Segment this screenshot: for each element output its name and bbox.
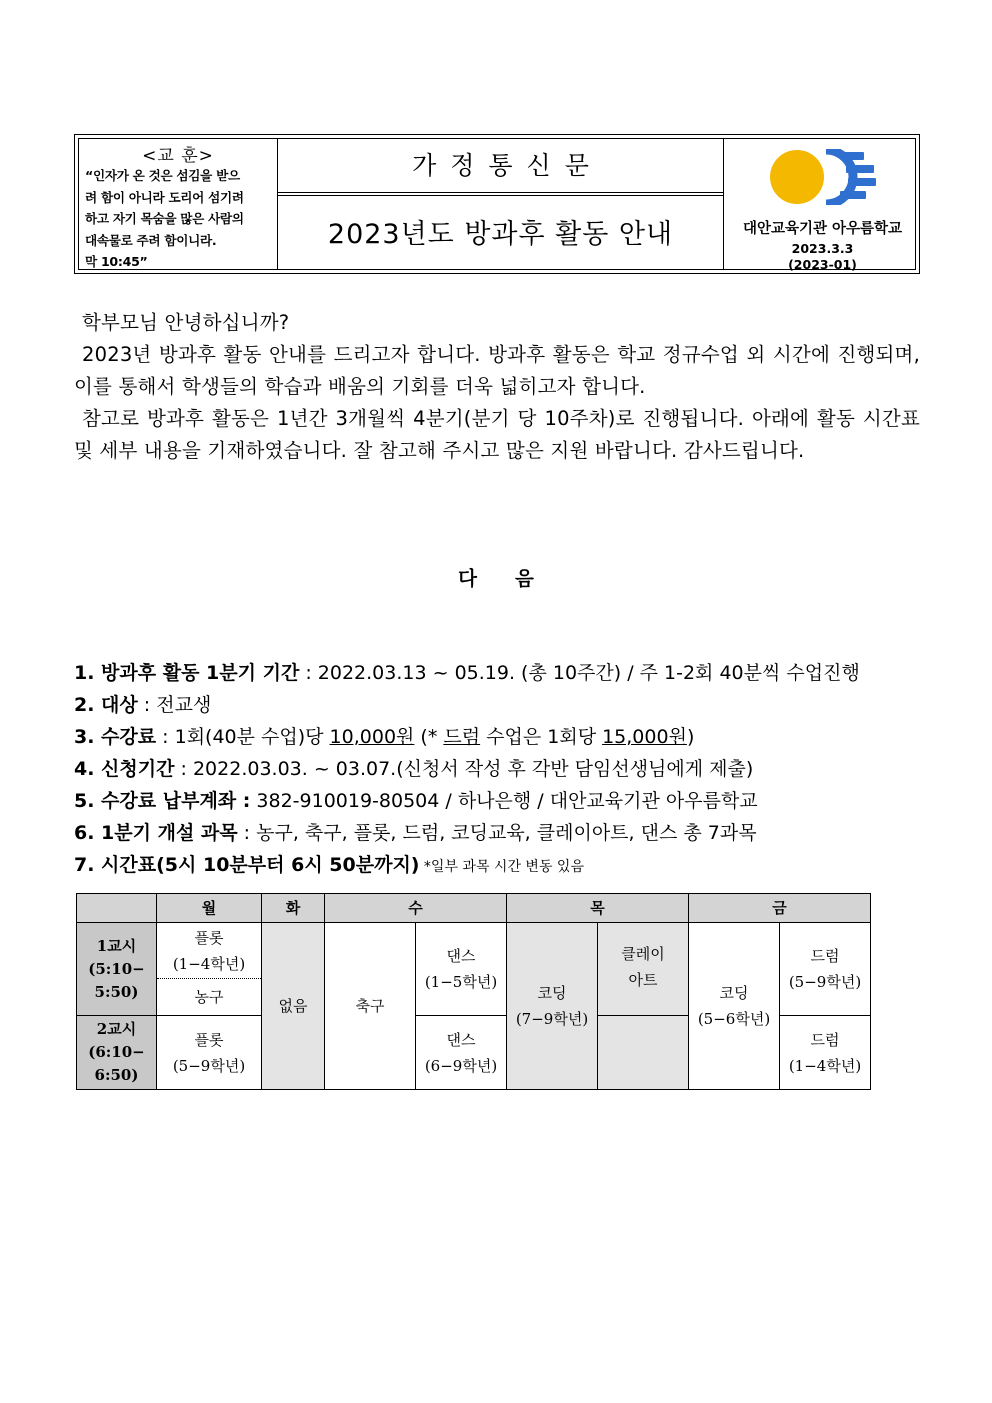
subject-name: 아트 [628, 971, 658, 989]
motto-line: 막 10:45” [85, 254, 148, 269]
list-item [74, 691, 934, 719]
subject-name: 플롯 [194, 1030, 224, 1049]
motto-title: <교 훈> [142, 146, 214, 166]
cell-fri-drum-2 [780, 1016, 871, 1090]
period-time: (6:10− [88, 1043, 145, 1061]
subject-name: 코딩 [537, 984, 567, 1002]
header-corner [77, 894, 157, 923]
cell-thu-coding [507, 923, 598, 1090]
list-item [74, 787, 934, 815]
day-header-thu: 목 [507, 894, 689, 923]
subject-grade: (5−9학년) [172, 1056, 246, 1075]
day-header-tue: 화 [262, 894, 325, 923]
greeting: 학부모님 안녕하십니까? [82, 311, 290, 334]
day-header-mon: 월 [157, 894, 262, 923]
item-label: 6. 1분기 개설 과목 [74, 822, 238, 844]
logo-stripes [826, 150, 876, 204]
subject-name: 클레이 [621, 945, 665, 963]
subject-grade: (1−4학년) [788, 1056, 862, 1075]
issue-date: 2023.3.3 [791, 241, 854, 256]
motto-line: “인자가 온 것은 섬김을 받으 [85, 168, 240, 183]
item-text: 382-910019-80504 / 하나은행 / 대안교육기관 아우름학교 [250, 790, 758, 812]
cell-mon-p2-flute [157, 1016, 262, 1090]
subject-name: 플롯 [194, 928, 224, 947]
day-header-fri: 금 [689, 894, 871, 923]
subject-name: 드럼 [810, 1030, 840, 1049]
fee-amount: 10,000원 [329, 726, 415, 748]
period-name: 2교시 [96, 1020, 137, 1038]
subject-name: 드럼 [810, 947, 840, 965]
item-text: : 전교생 [137, 694, 212, 716]
item-label: 2. 대상 [74, 694, 138, 716]
cell-tue-none: 없음 [262, 923, 325, 1090]
cell-wed-soccer: 축구 [325, 923, 416, 1090]
list-item [74, 755, 934, 783]
school-logo-area [724, 139, 921, 273]
divider [278, 192, 723, 193]
cell-wed-dance-1 [416, 923, 507, 1016]
subject-grade: (1−4학년) [172, 954, 246, 973]
cell-mon-p1-flute [157, 923, 262, 979]
subject-name: 댄스 [446, 947, 476, 965]
day-header-wed: 수 [325, 894, 507, 923]
cell-mon-p1-basketball: 농구 [157, 979, 262, 1016]
subject-grade: (7−9학년) [515, 1010, 589, 1028]
school-logo-icon [768, 149, 880, 205]
period-1-label [77, 923, 157, 1016]
logo-sun [770, 150, 824, 204]
cell-fri-drum-1 [780, 923, 871, 1016]
item-text: ) [686, 726, 695, 748]
motto-text [85, 165, 273, 273]
item-text: : 2022.03.03. ~ 03.07.(신청서 작성 후 각반 담임선생님에게 제출) [174, 758, 754, 780]
cell-thu-p2-empty [598, 1016, 689, 1090]
list-item [74, 851, 934, 881]
period-time: (5:10− [88, 959, 145, 978]
item-label: 1. 방과후 활동 1분기 기간 [74, 662, 300, 684]
motto-line: 하고 자기 목숨을 많은 사람의 [85, 211, 244, 226]
bulletin-label: 가정통신문 [412, 151, 603, 180]
item-text: : 1회(40분 수업)당 [156, 726, 330, 748]
school-name: 대안교육기관 아우름학교 [742, 221, 903, 237]
subject-name: 코딩 [719, 984, 749, 1002]
cell-fri-coding [689, 923, 780, 1090]
item-note: *일부 과목 시간 변동 있음 [419, 859, 584, 875]
drum-fee-amount: 15,000원 [602, 726, 687, 748]
schedule-paragraph: 참고로 방과후 활동은 1년간 3개월씩 4분기(분기 당 10주차)로 진행됩니다. 아래에 활동 시간표 및 세부 내용을 기재하였습니다. 잘 참고해 주시고 많은 지원 바랍니다. 감사드립니다. [74, 407, 920, 462]
list-item [74, 659, 934, 687]
list-item [74, 819, 934, 847]
item-text: : 농구, 축구, 플롯, 드럼, 코딩교육, 클레이아트, 댄스 총 7과목 [237, 822, 757, 844]
motto-line: 대속물로 주려 함이니라. [85, 232, 217, 248]
item-text: : 2022.03.13 ~ 05.19. (총 10주간) / 주 1-2회 40분씩 수업진행 [299, 662, 860, 684]
period-name: 1교시 [96, 936, 137, 955]
period-2-label [77, 1016, 157, 1090]
list-item [74, 723, 934, 751]
timetable [76, 893, 871, 1090]
section-title: 다음 [458, 567, 572, 590]
item-label: 4. 신청기간 [74, 758, 175, 780]
drum-label: 드럼 [443, 726, 481, 748]
issue-number: (2023-01) [788, 257, 857, 272]
header-inner-frame [78, 138, 916, 270]
item-text: (* [414, 726, 444, 748]
page-title: 2023년도 방과후 활동 안내 [327, 219, 674, 250]
motto-line: 려 함이 아니라 도리어 섬기려 [85, 189, 244, 205]
newsletter-header [74, 134, 920, 274]
intro-paragraph: 2023년 방과후 활동 안내를 드리고자 합니다. 방과후 활동은 학교 정규수업 외 시간에 진행되며, 이를 통해서 학생들의 학습과 배움의 기회를 더욱 넓히고자 합니다. [74, 343, 920, 398]
cell-thu-clay-art [598, 923, 689, 1016]
cell-wed-dance-2 [416, 1016, 507, 1090]
subject-grade: (1−5학년) [424, 973, 498, 991]
period-time: 6:50) [94, 1066, 139, 1084]
item-label: 7. 시간표(5시 10분부터 6시 50분까지) [74, 854, 420, 876]
item-text: 수업은 1회당 [480, 726, 603, 748]
item-label: 5. 수강료 납부계좌 : [74, 790, 251, 812]
subject-name: 댄스 [446, 1030, 476, 1049]
period-time: 5:50) [94, 982, 139, 1001]
subject-grade: (6−9학년) [424, 1056, 498, 1075]
item-label: 3. 수강료 [74, 726, 157, 748]
subject-grade: (5−6학년) [697, 1010, 771, 1028]
subject-grade: (5−9학년) [788, 973, 862, 991]
